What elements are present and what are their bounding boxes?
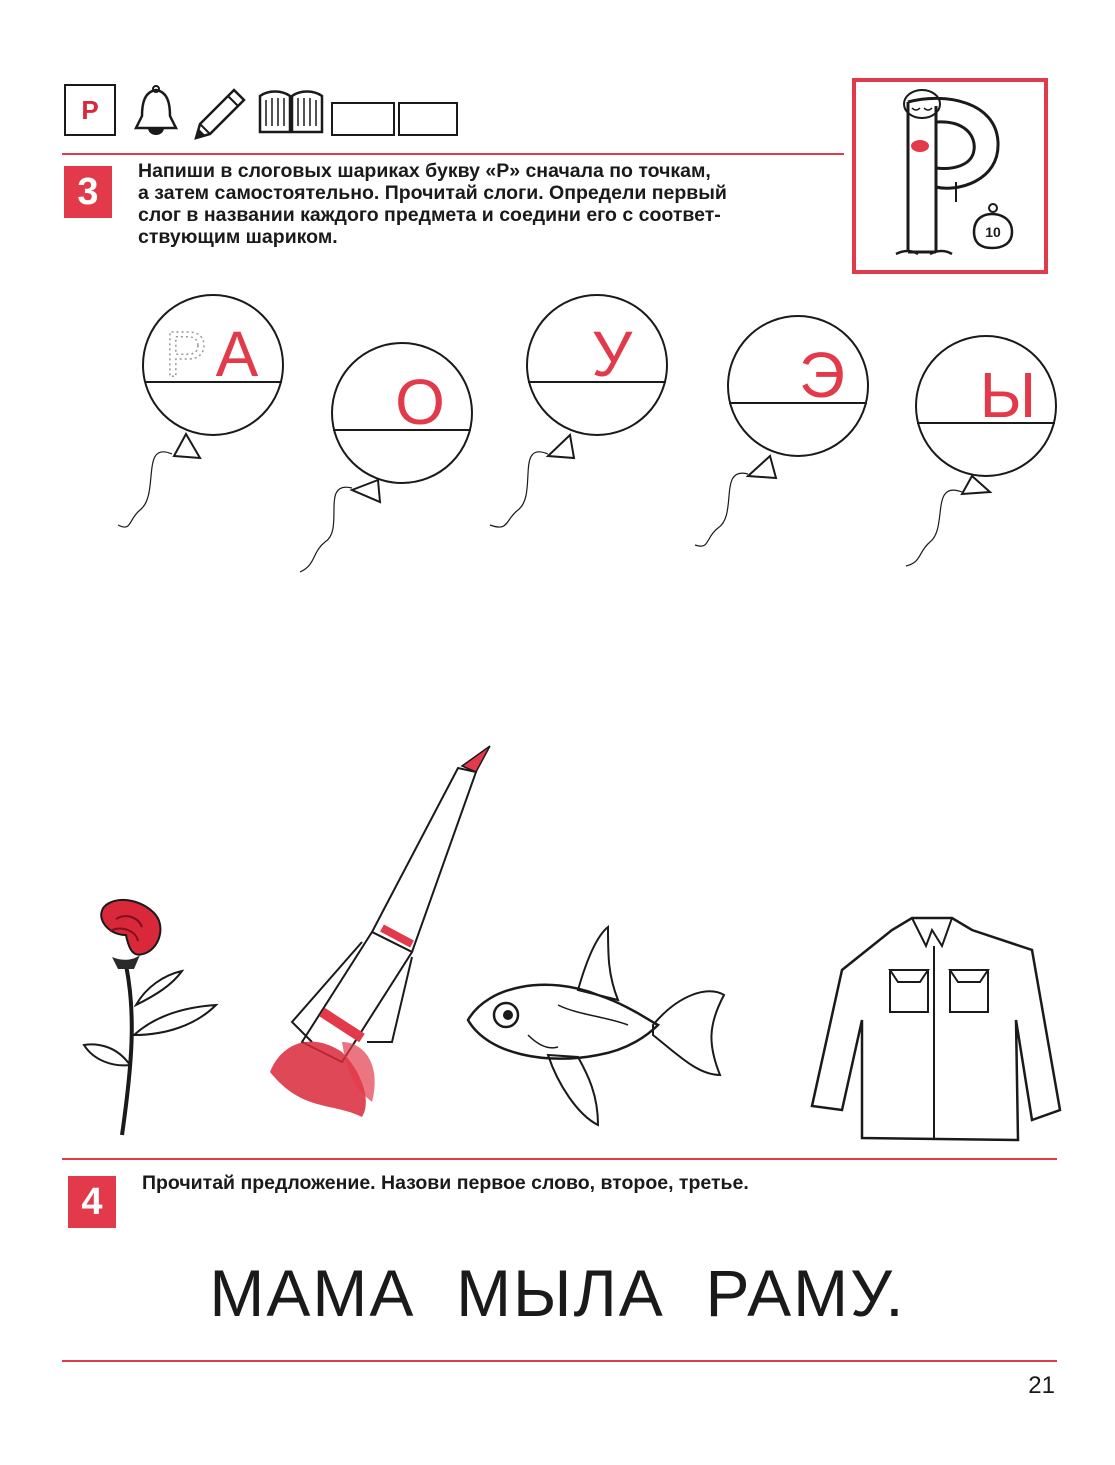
bell-icon: [126, 84, 186, 140]
task-3-number: 3: [64, 166, 112, 218]
balloon-4[interactable]: [695, 316, 868, 546]
page-number: 21: [1028, 1372, 1055, 1399]
task-3-instructions: [138, 160, 848, 248]
task-4-divider: [62, 1158, 1057, 1160]
pencil-icon: [190, 84, 250, 140]
balloon-3-vowel: У: [591, 318, 633, 390]
letter-box-label: Р: [81, 94, 99, 125]
task-4-number: 4: [68, 1176, 116, 1228]
task-4-instructions: Прочитай предложение. Назови первое слово, второе, третье.: [142, 1172, 749, 1194]
dotted-letter-guide: Р: [164, 318, 208, 390]
letter-box: [64, 84, 116, 136]
fish-picture[interactable]: [458, 925, 728, 1135]
balloon-1[interactable]: [118, 295, 283, 527]
balloon-2-vowel: О: [395, 366, 445, 438]
footer-divider: [62, 1360, 1057, 1362]
balloon-5[interactable]: [906, 336, 1056, 566]
weight-label: 10: [985, 224, 1001, 240]
balloon-2[interactable]: [300, 343, 472, 572]
empty-box-1: [331, 102, 395, 136]
task-3-line-1: Напиши в слоговых шариках букву «Р» сначала по точкам,: [138, 160, 711, 182]
shirt-picture[interactable]: [802, 910, 1064, 1145]
balloon-4-vowel: Э: [799, 339, 845, 411]
balloon-3[interactable]: [490, 295, 667, 527]
sentence-mama-myla-ramu: МАМА МЫЛА РАМУ.: [209, 1256, 906, 1330]
header-divider: [62, 153, 844, 155]
task-3-line-3: слог в названии каждого предмета и соедини его с соответ-: [138, 204, 721, 226]
balloons-row: [0, 280, 1115, 580]
task-3-line-4: ствующим шариком.: [138, 226, 338, 248]
empty-box-2: [398, 102, 458, 136]
letter-mascot-illustration: [856, 82, 1044, 270]
task-3-line-2: а затем самостоятельно. Прочитай слоги. Определи первый: [138, 182, 727, 204]
rose-picture[interactable]: [76, 895, 236, 1145]
book-icon: [256, 86, 326, 138]
balloon-1-vowel: А: [215, 318, 259, 390]
balloon-5-vowel: Ы: [979, 359, 1037, 431]
mascot-frame: [852, 78, 1048, 274]
